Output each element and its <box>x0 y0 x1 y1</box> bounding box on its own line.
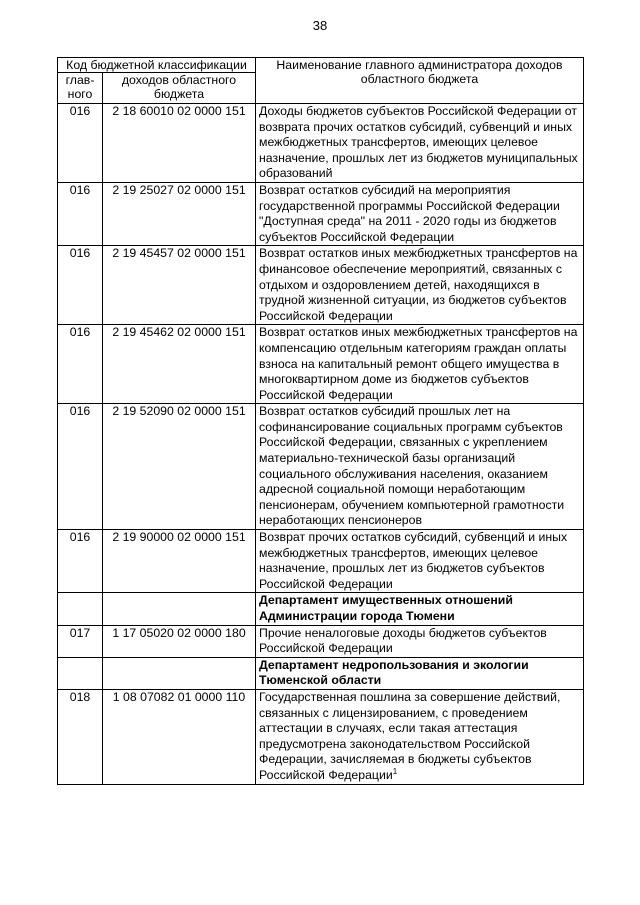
table-row <box>58 246 584 325</box>
income-code-cell: 2 19 45457 02 0000 151 <box>103 246 256 325</box>
admin-code-cell: 017 <box>58 625 103 657</box>
header-main-admin: глав-ного <box>58 73 103 104</box>
header-admin-name: Наименование главного администратора доходов областного бюджета <box>256 58 584 104</box>
table-row <box>58 104 584 183</box>
footnote-marker: 1 <box>392 766 398 776</box>
admin-code-cell <box>58 657 103 689</box>
department-name-cell <box>256 657 584 689</box>
income-name-text: Возврат остатков иных межбюджетных трансфертов на финансовое обеспечение мероприятий, связанных с отдыхом и оздоровлением детей, находящихся в трудной жизненной ситуации, из бюджетов субъектов Российской Федерации <box>259 246 578 323</box>
income-code-cell: 2 19 90000 02 0000 151 <box>103 530 256 593</box>
income-code-cell: 2 19 25027 02 0000 151 <box>103 182 256 245</box>
admin-code-cell: 016 <box>58 530 103 593</box>
income-name-text: Государственная пошлина за совершение действий, связанных с лицензированием, с проведением аттестации в случаях, если такая аттестация предусмотрена законодательством Российской Федерации, зачисляемая в бюджеты субъектов Российской Федерации <box>259 689 561 782</box>
income-code-cell: 1 17 05020 02 0000 180 <box>103 625 256 657</box>
header-row-group <box>58 58 584 73</box>
income-name-cell <box>256 689 584 784</box>
table-row <box>58 689 584 784</box>
admin-code-cell: 016 <box>58 325 103 404</box>
admin-code-cell: 016 <box>58 246 103 325</box>
department-name-cell <box>256 593 584 625</box>
income-name-text: Департамент недропользования и экологии Тюменской области <box>259 657 529 688</box>
income-code-cell: 2 18 60010 02 0000 151 <box>103 104 256 183</box>
table-row <box>58 530 584 593</box>
income-name-text: Возврат остатков субсидий прошлых лет на софинансирование социальных программ субъектов Российской Федерации, связанных с укреплением материально-технической базы организаций социального обслуживания населения, оказанием адресной социальной помощи неработающим пенсионерам, обучением компьютерной грамотности неработающих пенсионеров <box>259 404 565 528</box>
department-row <box>58 657 584 689</box>
income-name-cell <box>256 182 584 245</box>
admin-code-cell: 016 <box>58 104 103 183</box>
admin-code-cell: 018 <box>58 689 103 784</box>
budget-classification-table <box>57 57 584 785</box>
income-name-cell <box>256 246 584 325</box>
page-number: 38 <box>312 18 328 33</box>
income-code-cell: 2 19 45462 02 0000 151 <box>103 325 256 404</box>
income-name-cell <box>256 104 584 183</box>
table-row <box>58 182 584 245</box>
income-name-text: Возврат остатков субсидий на мероприятия государственной программы Российской Федерации "Доступная среда" на 2011 - 2020 годы из бюджетов субъектов Российской Федерации <box>259 182 560 244</box>
income-code-cell: 1 08 07082 01 0000 110 <box>103 689 256 784</box>
admin-code-cell <box>58 593 103 625</box>
table-row <box>58 625 584 657</box>
department-row <box>58 593 584 625</box>
income-name-cell <box>256 325 584 404</box>
income-code-cell <box>103 593 256 625</box>
header-income-code: доходов областного бюджета <box>103 73 256 104</box>
income-name-text: Департамент имущественных отношений Администрации города Тюмени <box>259 593 513 623</box>
income-name-text: Возврат прочих остатков субсидий, субвенций и иных межбюджетных трансфертов, имеющих целевое назначение, прошлых лет из бюджетов субъектов Российской Федерации <box>259 530 568 591</box>
income-name-text: Доходы бюджетов субъектов Российской Федерации от возврата прочих остатков субсидий, субвенций и иных межбюджетных трансфертов, имеющих целевое назначение, прошлых лет из бюджетов муниципальных образований <box>259 104 578 181</box>
income-code-cell: 2 19 52090 02 0000 151 <box>103 404 256 530</box>
income-name-cell <box>256 404 584 530</box>
income-name-text: Возврат остатков иных межбюджетных трансфертов на компенсацию отдельным категориям граждан оплаты взноса на капитальный ремонт общего имущества в многоквартирном доме из бюджетов субъектов Российской Федерации <box>259 325 578 402</box>
income-name-text: Прочие неналоговые доходы бюджетов субъектов Российской Федерации <box>259 625 547 656</box>
income-name-cell <box>256 530 584 593</box>
admin-code-cell: 016 <box>58 182 103 245</box>
admin-code-cell: 016 <box>58 404 103 530</box>
table-row <box>58 325 584 404</box>
income-name-cell <box>256 625 584 657</box>
table-row <box>58 404 584 530</box>
header-classification-code: Код бюджетной классификации <box>58 58 256 73</box>
income-code-cell <box>103 657 256 689</box>
